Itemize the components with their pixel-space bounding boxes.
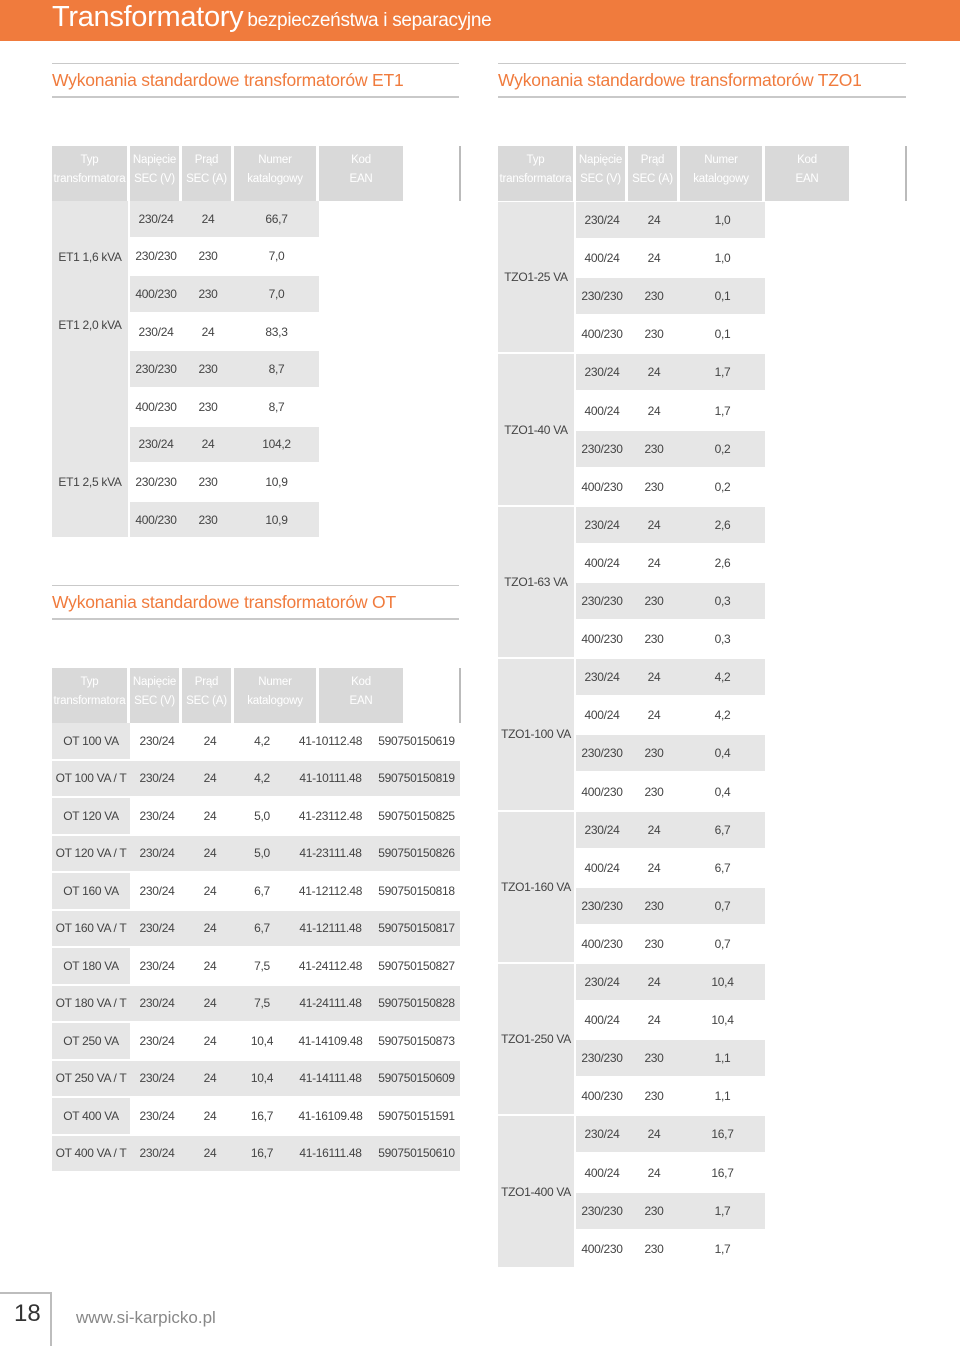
ot-row bbox=[52, 723, 460, 759]
tzo1-cell: 230 bbox=[628, 316, 680, 352]
ot-cell: 24 bbox=[184, 723, 236, 759]
header-cell-4 bbox=[765, 146, 852, 201]
ot-cell: 590750150819 bbox=[373, 761, 460, 797]
tzo1-row bbox=[576, 850, 765, 886]
header-cell-3 bbox=[234, 146, 319, 201]
tzo1-group-label: TZO1-250 VA bbox=[501, 1032, 571, 1047]
header-line-1: Kod bbox=[351, 676, 371, 688]
tzo1-row bbox=[576, 583, 765, 619]
ot-cell: 590750150825 bbox=[373, 798, 460, 834]
header-cell-0 bbox=[52, 146, 130, 201]
ot-cell: 6,7 bbox=[236, 873, 288, 909]
tzo1-cell: 16,7 bbox=[680, 1155, 765, 1191]
tzo1-cell: 230/24 bbox=[576, 812, 628, 848]
header-line-2: EAN bbox=[795, 173, 819, 185]
ot-row bbox=[52, 798, 460, 834]
ot-cell: 24 bbox=[184, 948, 236, 984]
et1-cell: 8,7 bbox=[234, 389, 319, 425]
tzo1-cell: 400/24 bbox=[576, 545, 628, 581]
page-header bbox=[0, 0, 960, 41]
header-line-1: Typ transformatora bbox=[53, 154, 126, 185]
et1-row bbox=[130, 239, 319, 275]
ot-cell: 24 bbox=[184, 986, 236, 1022]
tzo1-cell: 24 bbox=[628, 240, 680, 276]
ot-cell: 590750150817 bbox=[373, 911, 460, 947]
tzo1-row bbox=[576, 735, 765, 771]
ot-cell: 590750150818 bbox=[373, 873, 460, 909]
header-cell-4 bbox=[319, 146, 406, 201]
tzo1-cell: 230/230 bbox=[576, 278, 628, 314]
et1-cell: 230 bbox=[182, 502, 234, 538]
et1-cell: 24 bbox=[182, 427, 234, 463]
tzo1-cell: 230 bbox=[628, 431, 680, 467]
et1-cell: 230 bbox=[182, 351, 234, 387]
title-main: Transformatory bbox=[52, 1, 244, 33]
tzo1-row bbox=[576, 964, 765, 1000]
ot-cell: OT 400 VA / T bbox=[52, 1136, 130, 1172]
ot-cell: 10,4 bbox=[236, 1023, 288, 1059]
ot-cell: 41-10111.48 bbox=[288, 761, 373, 797]
tzo1-cell: 230 bbox=[628, 1040, 680, 1076]
et1-cell: 400/230 bbox=[130, 389, 182, 425]
header-line-2: SEC (V) bbox=[580, 173, 621, 185]
tzo1-cell: 230/230 bbox=[576, 431, 628, 467]
ot-cell: 16,7 bbox=[236, 1136, 288, 1172]
ot-row bbox=[52, 1061, 460, 1097]
ot-cell: 590750150828 bbox=[373, 986, 460, 1022]
et1-cell: 24 bbox=[182, 201, 234, 237]
header-cell-1 bbox=[576, 146, 628, 201]
tzo1-row bbox=[576, 507, 765, 543]
et1-cell: 104,2 bbox=[234, 427, 319, 463]
tzo1-cell: 400/230 bbox=[576, 1078, 628, 1114]
tzo1-cell: 4,2 bbox=[680, 697, 765, 733]
tzo1-cell: 24 bbox=[628, 393, 680, 429]
tzo1-cell: 230/24 bbox=[576, 202, 628, 238]
ot-cell: 590750150826 bbox=[373, 836, 460, 872]
tzo1-row bbox=[576, 316, 765, 352]
header-line-2: EAN bbox=[349, 695, 373, 707]
tzo1-cell: 400/24 bbox=[576, 850, 628, 886]
ot-cell: 230/24 bbox=[130, 1136, 184, 1172]
tzo1-cell: 230/24 bbox=[576, 659, 628, 695]
ot-cell: OT 120 VA / T bbox=[52, 836, 130, 872]
tzo1-cell: 230 bbox=[628, 469, 680, 505]
tzo1-section-title: Wykonania standardowe transformatorów TZO1 bbox=[498, 63, 906, 98]
header-cell-2 bbox=[628, 146, 680, 201]
tzo1-row bbox=[576, 1116, 765, 1152]
tzo1-row bbox=[576, 1231, 765, 1267]
ot-cell: 6,7 bbox=[236, 911, 288, 947]
header-line-1: Prąd bbox=[194, 154, 219, 166]
header-cell-1 bbox=[130, 146, 182, 201]
ot-row bbox=[52, 1098, 460, 1134]
header-cell-0 bbox=[52, 668, 130, 723]
tzo1-cell: 24 bbox=[628, 1002, 680, 1038]
header-shadow bbox=[459, 146, 461, 201]
tzo1-row bbox=[576, 1002, 765, 1038]
tzo1-cell: 4,2 bbox=[680, 659, 765, 695]
tzo1-cell: 2,6 bbox=[680, 545, 765, 581]
ot-cell: 230/24 bbox=[130, 873, 184, 909]
tzo1-group-label: TZO1-25 VA bbox=[504, 270, 568, 285]
tzo1-cell: 24 bbox=[628, 659, 680, 695]
tzo1-cell: 0,4 bbox=[680, 774, 765, 810]
tzo1-cell: 0,7 bbox=[680, 926, 765, 962]
et1-row bbox=[130, 276, 319, 312]
header-line-1: Typ transformatora bbox=[499, 154, 572, 185]
tzo1-cell: 0,3 bbox=[680, 621, 765, 657]
tzo1-cell: 24 bbox=[628, 545, 680, 581]
et1-cell: 400/230 bbox=[130, 502, 182, 538]
header-line-1: Napięcie bbox=[132, 154, 177, 166]
header-cell-3 bbox=[234, 668, 319, 723]
tzo1-cell: 24 bbox=[628, 697, 680, 733]
tzo1-row bbox=[576, 1193, 765, 1229]
header-shadow bbox=[459, 668, 461, 723]
ot-cell: OT 180 VA bbox=[52, 948, 130, 984]
header-cell-2 bbox=[182, 146, 234, 201]
ot-row bbox=[52, 911, 460, 947]
ot-cell: 230/24 bbox=[130, 911, 184, 947]
tzo1-cell: 230 bbox=[628, 621, 680, 657]
header-cell-2 bbox=[182, 668, 234, 723]
tzo1-cell: 1,7 bbox=[680, 1231, 765, 1267]
tzo1-row bbox=[576, 1078, 765, 1114]
header-line-2: SEC (A) bbox=[186, 695, 227, 707]
et1-group-label: ET1 1,6 kVA bbox=[58, 250, 122, 264]
ot-row bbox=[52, 1023, 460, 1059]
tzo1-cell: 24 bbox=[628, 202, 680, 238]
tzo1-cell: 230 bbox=[628, 774, 680, 810]
tzo1-cell: 400/230 bbox=[576, 926, 628, 962]
tzo1-cell: 230/230 bbox=[576, 735, 628, 771]
tzo1-cell: 10,4 bbox=[680, 964, 765, 1000]
ot-cell: 230/24 bbox=[130, 723, 184, 759]
ot-cell: OT 400 VA bbox=[52, 1098, 130, 1134]
et1-cell: 230/24 bbox=[130, 427, 182, 463]
et1-row bbox=[130, 351, 319, 387]
ot-cell: 7,5 bbox=[236, 948, 288, 984]
tzo1-cell: 24 bbox=[628, 964, 680, 1000]
ot-cell: 16,7 bbox=[236, 1098, 288, 1134]
ot-cell: 41-16109.48 bbox=[288, 1098, 373, 1134]
header-line-1: Napięcie bbox=[578, 154, 623, 166]
ot-cell: 24 bbox=[184, 761, 236, 797]
tzo1-cell: 1,0 bbox=[680, 202, 765, 238]
et1-cell: 7,0 bbox=[234, 276, 319, 312]
tzo1-cell: 6,7 bbox=[680, 850, 765, 886]
tzo1-cell: 1,0 bbox=[680, 240, 765, 276]
ot-cell: 24 bbox=[184, 873, 236, 909]
tzo1-cell: 0,2 bbox=[680, 469, 765, 505]
header-line-2: katalogowy bbox=[693, 173, 749, 185]
et1-cell: 230/230 bbox=[130, 351, 182, 387]
et1-group-label: ET1 2,0 kVA bbox=[58, 318, 122, 332]
ot-cell: 590750150610 bbox=[373, 1136, 460, 1172]
tzo1-cell: 6,7 bbox=[680, 812, 765, 848]
ot-cell: OT 250 VA / T bbox=[52, 1061, 130, 1097]
tzo1-cell: 1,7 bbox=[680, 354, 765, 390]
header-line-2: SEC (V) bbox=[134, 695, 175, 707]
ot-cell: 7,5 bbox=[236, 986, 288, 1022]
tzo1-cell: 400/230 bbox=[576, 1231, 628, 1267]
tzo1-row bbox=[576, 621, 765, 657]
header-shadow bbox=[905, 146, 907, 201]
header-cell-0 bbox=[498, 146, 576, 201]
header-cell-3 bbox=[680, 146, 765, 201]
ot-cell: 41-14109.48 bbox=[288, 1023, 373, 1059]
header-line-1: Numer bbox=[258, 676, 292, 688]
tzo1-cell: 24 bbox=[628, 1116, 680, 1152]
et1-cell: 83,3 bbox=[234, 314, 319, 350]
tzo1-cell: 230/24 bbox=[576, 354, 628, 390]
ot-cell: 24 bbox=[184, 836, 236, 872]
et1-cell: 24 bbox=[182, 314, 234, 350]
ot-cell: 4,2 bbox=[236, 723, 288, 759]
ot-row bbox=[52, 836, 460, 872]
header-line-1: Napięcie bbox=[132, 676, 177, 688]
et1-group-label: ET1 2,5 kVA bbox=[58, 475, 122, 489]
et1-cell: 400/230 bbox=[130, 276, 182, 312]
et1-cell: 230 bbox=[182, 389, 234, 425]
tzo1-cell: 0,2 bbox=[680, 431, 765, 467]
ot-cell: 230/24 bbox=[130, 761, 184, 797]
et1-cell: 230 bbox=[182, 276, 234, 312]
ot-cell: OT 100 VA bbox=[52, 723, 130, 759]
ot-cell: OT 160 VA / T bbox=[52, 911, 130, 947]
tzo1-cell: 1,7 bbox=[680, 1193, 765, 1229]
tzo1-group-label: TZO1-63 VA bbox=[504, 574, 568, 589]
ot-cell: 230/24 bbox=[130, 948, 184, 984]
header-cell-4 bbox=[319, 668, 406, 723]
ot-cell: 230/24 bbox=[130, 1098, 184, 1134]
tzo1-group-label: TZO1-400 VA bbox=[501, 1184, 571, 1199]
tzo1-row bbox=[576, 431, 765, 467]
et1-cell: 7,0 bbox=[234, 239, 319, 275]
tzo1-row bbox=[576, 926, 765, 962]
et1-cell: 230/24 bbox=[130, 201, 182, 237]
tzo1-cell: 24 bbox=[628, 1155, 680, 1191]
header-line-1: Kod bbox=[351, 154, 371, 166]
tzo1-group-label: TZO1-100 VA bbox=[501, 727, 571, 742]
ot-row bbox=[52, 761, 460, 797]
ot-cell: 230/24 bbox=[130, 1023, 184, 1059]
tzo1-cell: 10,4 bbox=[680, 1002, 765, 1038]
tzo1-cell: 16,7 bbox=[680, 1116, 765, 1152]
tzo1-row bbox=[576, 888, 765, 924]
ot-cell: 41-12112.48 bbox=[288, 873, 373, 909]
ot-cell: OT 120 VA bbox=[52, 798, 130, 834]
header-line-2: SEC (V) bbox=[134, 173, 175, 185]
tzo1-cell: 400/24 bbox=[576, 240, 628, 276]
et1-row bbox=[130, 464, 319, 500]
header-line-1: Prąd bbox=[640, 154, 665, 166]
ot-cell: 230/24 bbox=[130, 798, 184, 834]
tzo1-cell: 24 bbox=[628, 812, 680, 848]
tzo1-cell: 230 bbox=[628, 1193, 680, 1229]
et1-cell: 8,7 bbox=[234, 351, 319, 387]
tzo1-cell: 2,6 bbox=[680, 507, 765, 543]
et1-cell: 230/24 bbox=[130, 314, 182, 350]
ot-cell: OT 160 VA bbox=[52, 873, 130, 909]
tzo1-cell: 230 bbox=[628, 888, 680, 924]
ot-cell: 24 bbox=[184, 1098, 236, 1134]
tzo1-cell: 0,1 bbox=[680, 278, 765, 314]
ot-cell: 5,0 bbox=[236, 798, 288, 834]
ot-cell: 230/24 bbox=[130, 1061, 184, 1097]
page-title bbox=[52, 1, 491, 34]
et1-row bbox=[130, 389, 319, 425]
tzo1-cell: 230 bbox=[628, 583, 680, 619]
ot-cell: 4,2 bbox=[236, 761, 288, 797]
header-line-2: katalogowy bbox=[247, 695, 303, 707]
ot-cell: 590750150873 bbox=[373, 1023, 460, 1059]
tzo1-row bbox=[576, 697, 765, 733]
ot-cell: 41-10112.48 bbox=[288, 723, 373, 759]
tzo1-cell: 0,7 bbox=[680, 888, 765, 924]
ot-cell: 590750150609 bbox=[373, 1061, 460, 1097]
tzo1-row bbox=[576, 354, 765, 390]
tzo1-cell: 230 bbox=[628, 1078, 680, 1114]
tzo1-cell: 400/24 bbox=[576, 393, 628, 429]
header-line-1: Kod bbox=[797, 154, 817, 166]
et1-cell: 10,9 bbox=[234, 502, 319, 538]
tzo1-cell: 1,7 bbox=[680, 393, 765, 429]
et1-row bbox=[130, 201, 319, 237]
tzo1-cell: 0,1 bbox=[680, 316, 765, 352]
tzo1-row bbox=[576, 774, 765, 810]
tzo1-row bbox=[576, 1155, 765, 1191]
tzo1-row bbox=[576, 202, 765, 238]
et1-cell: 230 bbox=[182, 464, 234, 500]
header-line-2: SEC (A) bbox=[186, 173, 227, 185]
ot-cell: 41-24112.48 bbox=[288, 948, 373, 984]
tzo1-cell: 400/230 bbox=[576, 316, 628, 352]
tzo1-group-label: TZO1-40 VA bbox=[504, 422, 568, 437]
tzo1-row bbox=[576, 812, 765, 848]
ot-cell: OT 100 VA / T bbox=[52, 761, 130, 797]
tzo1-cell: 230/230 bbox=[576, 888, 628, 924]
tzo1-cell: 230/24 bbox=[576, 507, 628, 543]
tzo1-cell: 0,3 bbox=[680, 583, 765, 619]
et1-cell: 230/230 bbox=[130, 464, 182, 500]
ot-cell: 41-12111.48 bbox=[288, 911, 373, 947]
header-line-1: Prąd bbox=[194, 676, 219, 688]
header-line-1: Numer bbox=[258, 154, 292, 166]
et1-row bbox=[130, 314, 319, 350]
tzo1-cell: 400/24 bbox=[576, 697, 628, 733]
et1-cell: 230 bbox=[182, 239, 234, 275]
tzo1-row bbox=[576, 659, 765, 695]
tzo1-cell: 400/24 bbox=[576, 1155, 628, 1191]
tzo1-row bbox=[576, 1040, 765, 1076]
ot-cell: 41-23112.48 bbox=[288, 798, 373, 834]
ot-row bbox=[52, 873, 460, 909]
ot-cell: 41-16111.48 bbox=[288, 1136, 373, 1172]
tzo1-cell: 1,1 bbox=[680, 1078, 765, 1114]
ot-row bbox=[52, 948, 460, 984]
header-line-1: Numer bbox=[704, 154, 738, 166]
et1-cell: 66,7 bbox=[234, 201, 319, 237]
page-number: 18 bbox=[14, 1300, 41, 1327]
tzo1-row bbox=[576, 545, 765, 581]
et1-cell: 10,9 bbox=[234, 464, 319, 500]
tzo1-cell: 400/230 bbox=[576, 774, 628, 810]
tzo1-cell: 230 bbox=[628, 735, 680, 771]
ot-cell: 41-14111.48 bbox=[288, 1061, 373, 1097]
tzo1-cell: 230/230 bbox=[576, 1193, 628, 1229]
et1-section-title: Wykonania standardowe transformatorów ET1 bbox=[52, 63, 459, 98]
header-line-2: SEC (A) bbox=[632, 173, 673, 185]
tzo1-cell: 400/24 bbox=[576, 1002, 628, 1038]
tzo1-cell: 230 bbox=[628, 278, 680, 314]
tzo1-cell: 400/230 bbox=[576, 621, 628, 657]
ot-cell: OT 250 VA bbox=[52, 1023, 130, 1059]
tzo1-cell: 230/24 bbox=[576, 1116, 628, 1152]
header-line-1: Typ transformatora bbox=[53, 676, 126, 707]
ot-cell: 24 bbox=[184, 1061, 236, 1097]
tzo1-row bbox=[576, 240, 765, 276]
ot-cell: 10,4 bbox=[236, 1061, 288, 1097]
header-cell-1 bbox=[130, 668, 182, 723]
tzo1-cell: 0,4 bbox=[680, 735, 765, 771]
ot-cell: 590750150827 bbox=[373, 948, 460, 984]
header-line-2: EAN bbox=[349, 173, 373, 185]
tzo1-cell: 230/24 bbox=[576, 964, 628, 1000]
et1-row bbox=[130, 502, 319, 538]
tzo1-row bbox=[576, 469, 765, 505]
tzo1-group-label: TZO1-160 VA bbox=[501, 879, 571, 894]
tzo1-cell: 24 bbox=[628, 354, 680, 390]
ot-cell: OT 180 VA / T bbox=[52, 986, 130, 1022]
et1-row bbox=[130, 427, 319, 463]
tzo1-cell: 1,1 bbox=[680, 1040, 765, 1076]
ot-cell: 230/24 bbox=[130, 986, 184, 1022]
tzo1-cell: 230 bbox=[628, 926, 680, 962]
ot-row bbox=[52, 1136, 460, 1172]
ot-cell: 24 bbox=[184, 798, 236, 834]
tzo1-cell: 230/230 bbox=[576, 1040, 628, 1076]
tzo1-cell: 230/230 bbox=[576, 583, 628, 619]
ot-section-title: Wykonania standardowe transformatorów OT bbox=[52, 585, 459, 620]
ot-cell: 230/24 bbox=[130, 836, 184, 872]
title-sub: bezpieczeństwa i separacyjne bbox=[247, 10, 492, 31]
tzo1-cell: 400/230 bbox=[576, 469, 628, 505]
et1-cell: 230/230 bbox=[130, 239, 182, 275]
tzo1-cell: 24 bbox=[628, 507, 680, 543]
tzo1-cell: 24 bbox=[628, 850, 680, 886]
ot-cell: 24 bbox=[184, 911, 236, 947]
ot-cell: 590750151591 bbox=[373, 1098, 460, 1134]
website-url: www.si-karpicko.pl bbox=[76, 1308, 216, 1327]
tzo1-row bbox=[576, 393, 765, 429]
ot-cell: 5,0 bbox=[236, 836, 288, 872]
header-line-2: katalogowy bbox=[247, 173, 303, 185]
ot-row bbox=[52, 986, 460, 1022]
ot-cell: 24 bbox=[184, 1023, 236, 1059]
ot-cell: 590750150619 bbox=[373, 723, 460, 759]
ot-cell: 24 bbox=[184, 1136, 236, 1172]
tzo1-row bbox=[576, 278, 765, 314]
ot-cell: 41-24111.48 bbox=[288, 986, 373, 1022]
tzo1-cell: 230 bbox=[628, 1231, 680, 1267]
ot-cell: 41-23111.48 bbox=[288, 836, 373, 872]
